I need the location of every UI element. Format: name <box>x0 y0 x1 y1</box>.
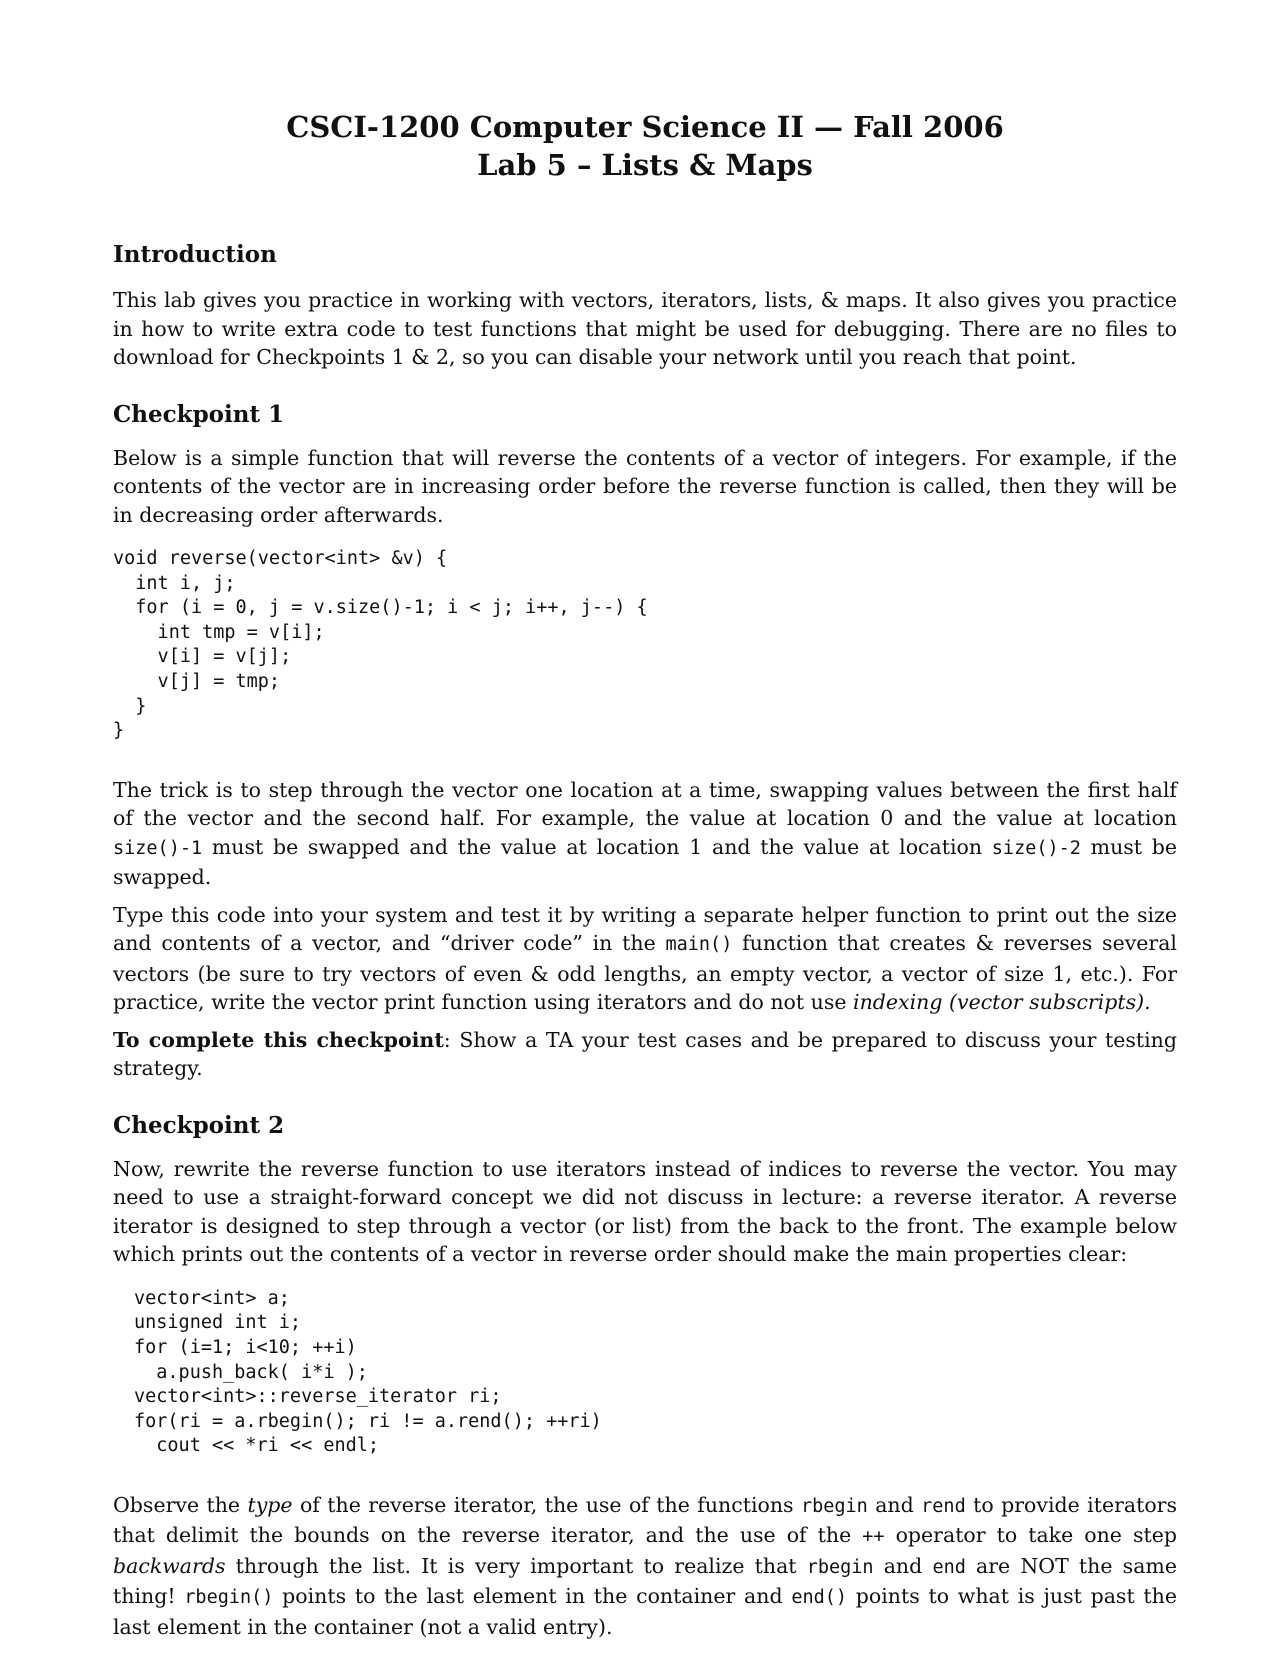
checkpoint2-code-block: vector<int> a; unsigned int i; for (i=1; i<10; ++i) a.push_back( i*i ); vector<int>::reverse_iterator ri; for(ri = a.rbegin(); ri != a.rend(); ++ri) cout << *ri << endl; <box>134 1287 602 1457</box>
intro-paragraph: This lab gives you practice in working with vectors, iterators, lists, & maps. It also gives you practice in how to write extra code to test functions that might be used for debugging. There are no files to download for Checkpoints 1 & 2, so you can disable your network until you reach that point. <box>113 288 1177 369</box>
inline-code: rend <box>921 1495 966 1517</box>
inline-code: end() <box>791 1587 848 1609</box>
checkpoint1-code-block: void reverse(vector<int> &v) { int i, j; for (i = 0, j = v.size()-1; i < j; i++, j--) { int tmp = v[i]; v[i] = v[j]; v[j] = tmp; } } <box>113 548 648 742</box>
checkpoint2-observe-paragraph: Observe the type of the reverse iterator, the use of the functions rbegin and rend to provide iterators that delimit the bounds on the reverse iterator, and the use of the ++ operator to take one step backwards through the list. It is very important to realize that rbegin and end are NOT the same thing! rbegin() points to the last element in the container and end() points to what is just past the last element in the container (not a valid entry). <box>113 1492 1177 1639</box>
inline-code: main() <box>665 934 733 956</box>
inline-code: ++ <box>862 1526 885 1548</box>
intro-heading: Introduction <box>113 241 277 268</box>
inline-code: rbegin <box>800 1495 868 1517</box>
checkpoint1-trick-paragraph: The trick is to step through the vector one location at a time, swapping values between the first half of the vector and the second half. For example, the value at location 0 and the value at location size()-1 must be swapped and the value at location 1 and the value at location size()-2 must be swapped. <box>113 777 1177 890</box>
emphasis-text: type <box>247 1492 293 1517</box>
checkpoint1-intro-paragraph: Below is a simple function that will reverse the contents of a vector of integers. For example, if the contents of the vector are in increasing order before the reverse function is called, then they will be in decreasing order afterwards. <box>113 445 1177 527</box>
checkpoint2-intro-paragraph: Now, rewrite the reverse function to use iterators instead of indices to reverse the vector. You may need to use a straight-forward concept we did not discuss in lecture: a reverse iterator. A reverse iterator is designed to step through a vector (or list) from the back to the front. The example below which prints out the contents of a vector in reverse order should make the main properties clear: <box>113 1156 1177 1267</box>
emphasis-text: backwards <box>113 1553 226 1578</box>
inline-code: size()-2 <box>991 837 1081 859</box>
checkpoint1-completion-paragraph: To complete this checkpoint: Show a TA your test cases and be prepared to discuss your testing strategy. <box>113 1027 1177 1081</box>
checkpoint1-heading: Checkpoint 1 <box>113 400 285 428</box>
checkpoint2-heading: Checkpoint 2 <box>113 1111 285 1139</box>
completion-label: To complete this checkpoint <box>113 1027 444 1052</box>
emphasis-text: indexing (vector subscripts). <box>853 990 1151 1015</box>
checkpoint1-instructions-paragraph: Type this code into your system and test it by writing a separate helper function to print out the size and contents of a vector, and “driver code” in the main() function that creates & reverses several vectors (be sure to try vectors of even & odd lengths, an empty vector, a vector of size 1, etc.). For practice, write the vector print function using iterators and do not use indexing (vector subscripts). <box>113 902 1177 1015</box>
title-line-2: Lab 5 – Lists & Maps <box>477 148 813 182</box>
inline-code: end <box>932 1556 966 1578</box>
title-line-1: CSCI-1200 Computer Science II — Fall 2006 <box>286 110 1004 144</box>
inline-code: rbegin <box>806 1556 874 1578</box>
document-page <box>113 108 1177 1641</box>
inline-code: rbegin() <box>184 1587 274 1609</box>
inline-code: size()-1 <box>113 837 203 859</box>
document-title <box>113 108 1177 184</box>
